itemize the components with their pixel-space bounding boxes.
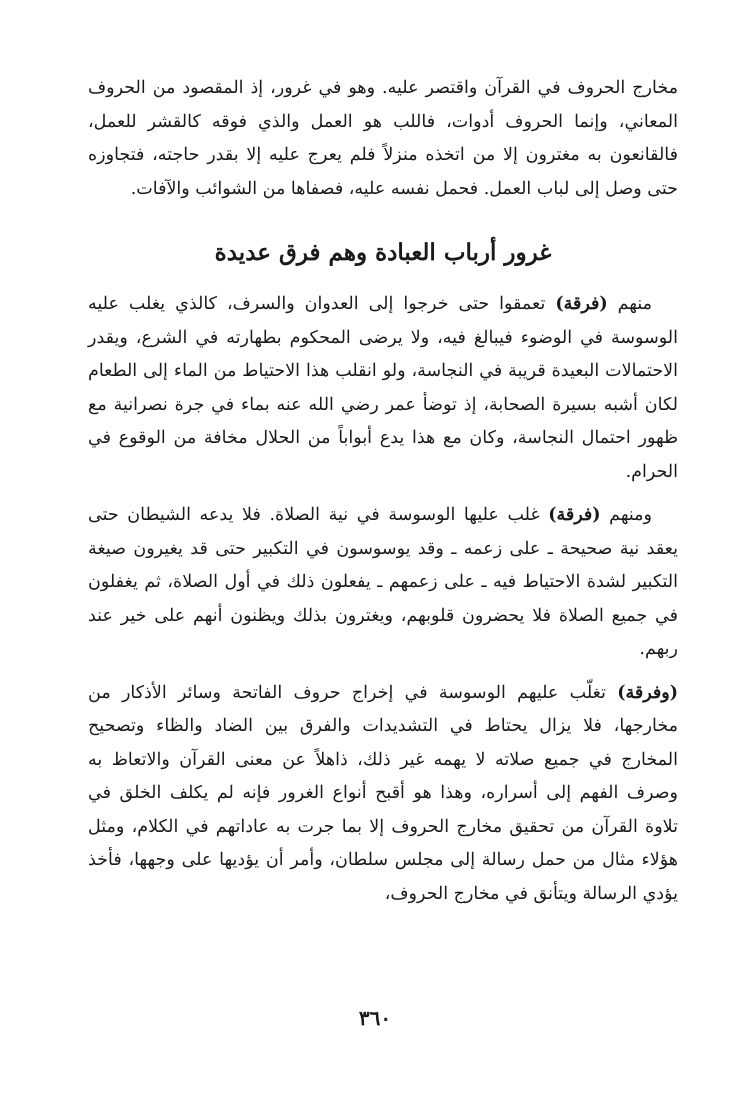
page-body: [88, 60, 678, 911]
paragraph-2-lead: ومنهم: [600, 505, 652, 525]
section-heading: غرور أرباب العبادة وهم فرق عديدة: [214, 239, 552, 266]
paragraph-2-term: (فرقة): [548, 505, 601, 525]
intro-paragraph: مخارج الحروف في القرآن واقتصر عليه. وهو في غرور، إذ المقصود من الحروف المعاني، وإنما الحروف أدوات، فاللب هو العمل والذي فوقه كالقشر للعمل، فالقانعون به مغترون إلا من اتخذه منزلاً فلم يعرج عليه إلا بقدر حاجته، فتجاوزه حتى وصل إلى لباب العمل. فحمل نفسه عليه، فصفاها من الشوائب والآفات.: [88, 78, 678, 199]
paragraph-3-body: تغلّب عليهم الوسوسة في إخراج حروف الفاتحة وسائر الأذكار من مخارجها، فلا يزال يحتاط في التشديدات والفرق بين الضاد والظاء وتصحيح المخارج في جميع صلاته لا يهمه غير ذلك، ذاهلاً عن معنى القرآن والاتعاظ به وصرف الفهم إلى أسراره، وهذا هو أقبح أنواع الغرور فإنه لم يكلف الخلق في تلاوة القرآن من تحقيق مخارج الحروف إلا بما جرت به عاداتهم في الكلام، ومثل هؤلاء مثال من حمل رسالة إلى مجلس سلطان، وأمر أن يؤديها على وجهها، فأخذ يؤدي الرسالة ويتأنق في مخارج الحروف،: [88, 682, 678, 904]
paragraph-1-lead: منهم: [607, 294, 652, 314]
paragraph-2: [88, 499, 678, 667]
paragraph-1-body: تعمقوا حتى خرجوا إلى العدوان والسرف، كالذي يغلب عليه الوسوسة في الوضوء فيبالغ فيه، ولا يرضى المحكوم بطهارته في الشرع، ويقدر الاحتمالات البعيدة قريبة في النجاسة، ولو انقلب هذا الاحتياط من الماء إلى الطعام لكان أشبه بسيرة الصحابة، إذ توضأ عمر رضي الله عنه بماء في جرة نصرانية مع ظهور احتمال النجاسة، وكان مع هذا يدع أبواباً من الحلال مخافة من الوقوع في الحرام.: [88, 294, 678, 482]
page-number: ٣٦٠: [358, 1006, 392, 1030]
paragraph-2-body: غلب عليها الوسوسة في نية الصلاة. فلا يدعه الشيطان حتى يعقد نية صحيحة ـ على زعمه ـ وقد يوسوسون في التكبير حتى قد يغيرون صيغة التكبير لشدة الاحتياط فيه ـ على زعمهم ـ يفعلون ذلك في أول الصلاة، ثم يغفلون في جميع الصلاة فلا يحضرون قلوبهم، ويغترون بذلك ويظنون أنهم على خير عند ربهم.: [88, 505, 678, 659]
paragraph-3: [88, 677, 678, 912]
paragraph-3-term: (وفرقة): [617, 682, 678, 703]
paragraph-1-term: (فرقة): [555, 294, 608, 314]
paragraph-1: [88, 288, 678, 489]
